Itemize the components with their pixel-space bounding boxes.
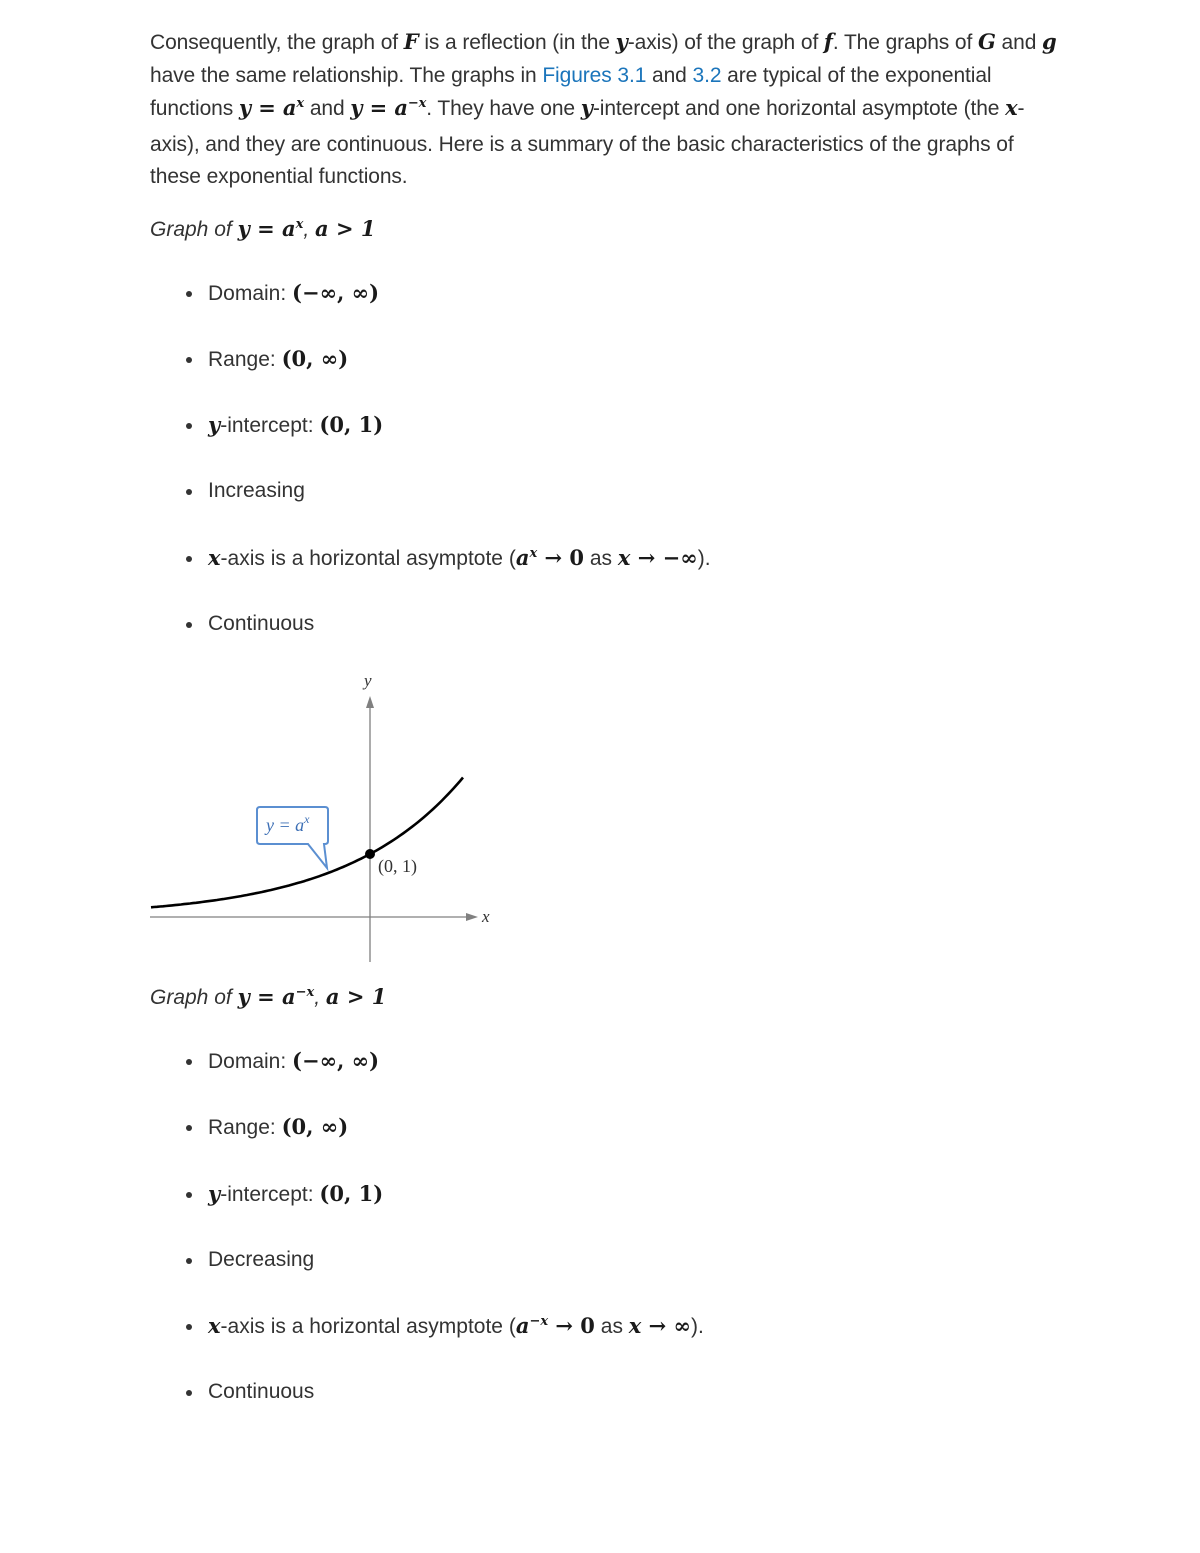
math-g: g	[1042, 29, 1057, 54]
item-label: ).	[697, 546, 711, 570]
figures-3-1-link[interactable]: Figures 3.1	[542, 63, 647, 87]
math-G: G	[977, 29, 996, 54]
intro-text: -axis) of the graph of	[627, 31, 824, 54]
figure-3-2-link[interactable]: 3.2	[692, 63, 722, 87]
list-item-domain	[150, 1046, 1060, 1112]
item-label: ).	[691, 1315, 704, 1339]
intro-text: -intercept and one horizontal asymptote (the	[592, 97, 1006, 120]
graph-svg	[150, 668, 500, 968]
item-value: (−∞, ∞)	[292, 279, 380, 305]
equation-base: y = a	[237, 984, 296, 1009]
math-y: y	[580, 95, 593, 120]
heading-sep: ,	[303, 217, 316, 241]
equation-base: y = a	[350, 95, 408, 120]
x-axis-label: x	[482, 907, 490, 926]
math-x: x	[628, 1313, 642, 1339]
x-axis-arrow-icon	[466, 913, 478, 921]
heading-equation	[238, 984, 315, 1009]
item-label: Decreasing	[208, 1247, 315, 1271]
math-a: a	[315, 215, 329, 241]
intro-text: Consequently, the graph of	[150, 31, 404, 54]
item-label: Continuous	[208, 1380, 315, 1404]
section-heading-decreasing	[150, 984, 1060, 1010]
list-item-y-intercept	[150, 410, 1060, 476]
callout-label: $y = a^x$	[266, 812, 310, 835]
equation-y-equals-a-neg-x	[350, 95, 426, 120]
math-f: f	[823, 29, 833, 54]
equation-exponent: −x	[407, 96, 427, 111]
item-label: -intercept:	[220, 414, 320, 438]
intro-paragraph	[150, 26, 1060, 194]
intro-text: . The graphs of	[832, 31, 978, 54]
properties-list-increasing	[150, 278, 1060, 676]
item-value: (−∞, ∞)	[292, 1048, 380, 1073]
properties-list-decreasing	[150, 1046, 1060, 1444]
item-label: -axis is a horizontal asymptote (	[220, 546, 516, 570]
intro-text: . They have one	[426, 97, 581, 120]
equation-exponent: x	[296, 96, 305, 111]
item-value: (0, 1)	[319, 412, 384, 438]
item-label: Domain:	[208, 281, 293, 305]
math-x: x	[208, 1313, 221, 1339]
heading-text: Graph of	[150, 217, 238, 241]
math-y: y	[208, 412, 221, 438]
item-label: as	[594, 1315, 629, 1339]
item-value: (0, ∞)	[281, 1114, 349, 1140]
intro-text: -axis), and they are continuous. Here is a summary of the basic characteristics of the graphs of these exponential functions.	[150, 97, 1025, 188]
point-label: (0, 1)	[378, 856, 417, 876]
equation-exponent: −x	[529, 1314, 549, 1330]
equation-exponent: −x	[295, 985, 315, 1000]
section-decreasing	[150, 984, 1060, 1444]
document-page	[150, 26, 1060, 675]
heading-condition: > 1	[328, 215, 376, 241]
item-label: Domain:	[208, 1050, 293, 1073]
math-a: a	[325, 984, 340, 1009]
math-x: x	[1005, 95, 1018, 120]
equation-base: y = a	[237, 215, 296, 241]
math-limit: → ∞	[641, 1313, 692, 1339]
heading-text: Graph of	[150, 986, 238, 1009]
y-axis-label: y	[364, 671, 372, 690]
equation-y-equals-a-x	[239, 95, 304, 120]
item-label: Range:	[208, 347, 282, 371]
list-item-range	[150, 1112, 1060, 1178]
intro-text: are typical of the exponential functions	[150, 63, 992, 120]
y-axis-arrow-icon	[366, 696, 374, 708]
math-arrow: → 0	[548, 1313, 595, 1339]
intro-text: and	[995, 31, 1043, 54]
list-item-continuity	[150, 1377, 1060, 1443]
list-item-domain	[150, 278, 1060, 344]
intro-text: is a reflection (in the	[418, 31, 616, 54]
list-item-asymptote	[150, 543, 1060, 609]
item-label: Continuous	[208, 611, 315, 635]
equation-exponent: x	[295, 216, 304, 232]
list-item-range	[150, 344, 1060, 410]
section-heading-increasing	[150, 216, 1060, 242]
list-item-monotonicity	[150, 1245, 1060, 1311]
list-item-continuity	[150, 609, 1060, 675]
intro-text: and	[304, 97, 351, 120]
exponential-growth-graph	[150, 668, 500, 968]
item-label: -axis is a horizontal asymptote (	[220, 1315, 516, 1339]
list-item-y-intercept	[150, 1179, 1060, 1245]
math-a: a	[515, 544, 530, 570]
math-y: y	[208, 1180, 221, 1206]
item-value: (0, 1)	[319, 1180, 384, 1206]
math-arrow: → 0	[537, 544, 585, 570]
intro-text: and	[646, 63, 693, 87]
math-x: x	[617, 544, 631, 570]
item-label: as	[584, 546, 618, 570]
heading-equation	[238, 216, 304, 241]
heading-sep: ,	[314, 986, 326, 1009]
math-F: F	[403, 29, 419, 54]
equation-base: y = a	[238, 95, 297, 120]
item-label: Range:	[208, 1116, 282, 1140]
equation-exponent: x	[529, 545, 538, 561]
math-a: a	[515, 1313, 530, 1339]
intro-text: have the same relationship. The graphs in	[150, 63, 543, 87]
item-value: (0, ∞)	[281, 345, 349, 371]
y-intercept-point	[365, 849, 375, 859]
item-label: Increasing	[208, 479, 305, 503]
item-label: -intercept:	[220, 1182, 320, 1206]
math-y: y	[615, 29, 628, 54]
list-item-monotonicity	[150, 476, 1060, 542]
heading-condition: > 1	[339, 984, 387, 1009]
math-x: x	[208, 544, 221, 570]
math-limit: → −∞	[630, 544, 698, 570]
list-item-asymptote	[150, 1311, 1060, 1377]
